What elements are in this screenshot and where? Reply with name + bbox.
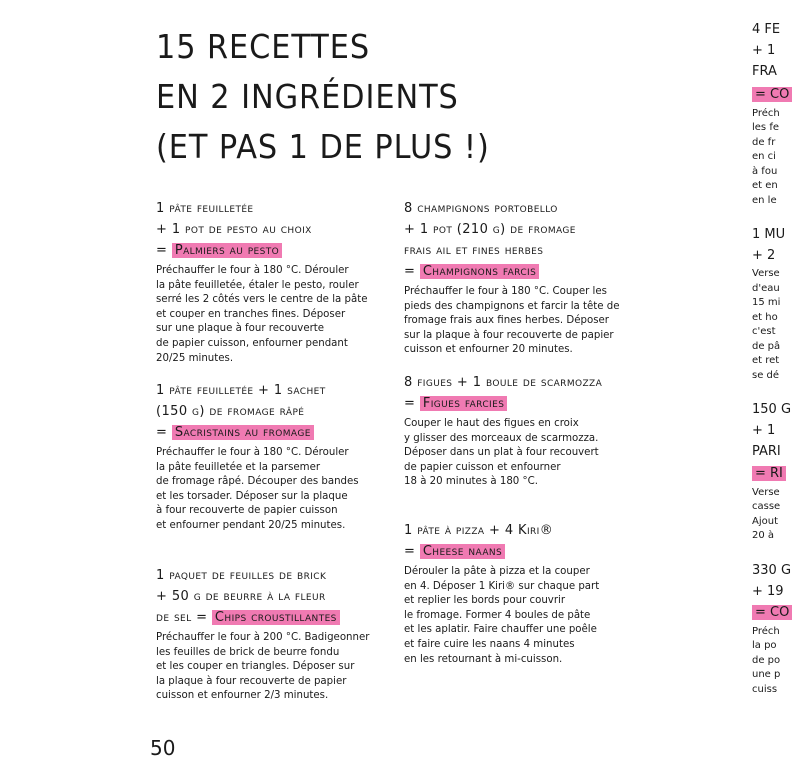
recipe-instructions: Préchauffer le four à 180 °C. Dérouler la pâte feuilletée, étaler le pesto, rouler serré les 2 côtés vers le centre de la pâte et couper en tranches fines. Déposer sur une plaque à four recouverte de papier cuisson, enfourner pendant 20/25 minutes.	[156, 265, 368, 364]
page-title	[156, 22, 490, 172]
recipe-chips	[156, 565, 374, 704]
recipe-heading: 1 pâte feuilletée + 1 pot de pesto au choix = Palmiers au pesto	[156, 201, 312, 258]
recipe-instructions: Dérouler la pâte à pizza et la couper en 4. Déposer 1 Kiri® sur chaque part et replier les bords pour couvrir le fromage. Former 4 boules de pâte et les aplatir. Faire chauffer une poêle et faire cuire les naans 4 minutes en les retournant à mi-cuisson.	[404, 566, 600, 665]
clipped-column: 4 FE + 1 FRA = CO Préch les fe de fr en ci à fou et en en le 1 MU + 2 Verse d'eau 15 mi et ho c'est de pâ et ret se dé 150 G + 1 PARI = RI Verse casse Ajout 20 à 330 G + 19 = CO Préch la po de po une p cuiss	[752, 22, 792, 695]
recipe-champignons	[404, 198, 630, 358]
recipe-instructions: Préchauffer le four à 180 °C. Dérouler la pâte feuilletée et la parsemer de fromage râpé. Découper des bandes et les torsader. Déposer sur la plaque à four recouverte de papier cuisson et enfourner pendant 20/25 minutes.	[156, 447, 359, 531]
recipe-heading: 1 pâte à pizza + 4 Kiri® = Cheese naans	[404, 523, 554, 559]
recipe-heading: 1 pâte feuilletée + 1 sachet (150 g) de fromage râpé = Sacristains au fromage	[156, 383, 326, 440]
recipe-heading: 8 figues + 1 boule de scarmozza = Figues farcies	[404, 375, 603, 411]
page-number: 50	[150, 736, 176, 760]
recipe-result: Figues farcies	[420, 396, 507, 411]
recipe-palmiers	[156, 198, 374, 366]
recipe-result: Palmiers au pesto	[172, 243, 282, 258]
recipe-result: Cheese naans	[420, 544, 505, 559]
recipe-cheese-naans	[404, 520, 630, 667]
title-line-1: 15 RECETTES	[156, 27, 371, 66]
recipe-figues	[404, 372, 630, 490]
recipe-result: Chips croustillantes	[212, 610, 340, 625]
recipe-heading: 8 champignons portobello + 1 pot (210 g) de fromage frais ail et fines herbes = Champignons farcis	[404, 201, 576, 279]
title-line-2: EN 2 INGRÉDIENTS	[156, 77, 459, 116]
recipe-sacristains	[156, 380, 374, 534]
recipe-result: Champignons farcis	[420, 264, 539, 279]
recipe-result: Sacristains au fromage	[172, 425, 314, 440]
recipe-instructions: Préchauffer le four à 200 °C. Badigeonner les feuilles de brick de beurre fondu et les couper en triangles. Déposer sur la plaque à four recouverte de papier cuisson et enfourner 2/3 minutes.	[156, 632, 370, 702]
recipe-instructions: Préchauffer le four à 180 °C. Couper les pieds des champignons et farcir la tête de fromage frais aux fines herbes. Déposer sur la plaque à four recouverte de papier cuisson et enfourner 20 minutes.	[404, 286, 620, 356]
recipe-instructions: Couper le haut des figues en croix y glisser des morceaux de scarmozza. Déposer dans un plat à four recouvert de papier cuisson et enfourner 18 à 20 minutes à 180 °C.	[404, 418, 599, 488]
recipe-heading: 1 paquet de feuilles de brick + 50 g de beurre à la fleur de sel = Chips croustillantes	[156, 565, 374, 628]
title-line-3: (ET PAS 1 DE PLUS !)	[156, 127, 490, 166]
